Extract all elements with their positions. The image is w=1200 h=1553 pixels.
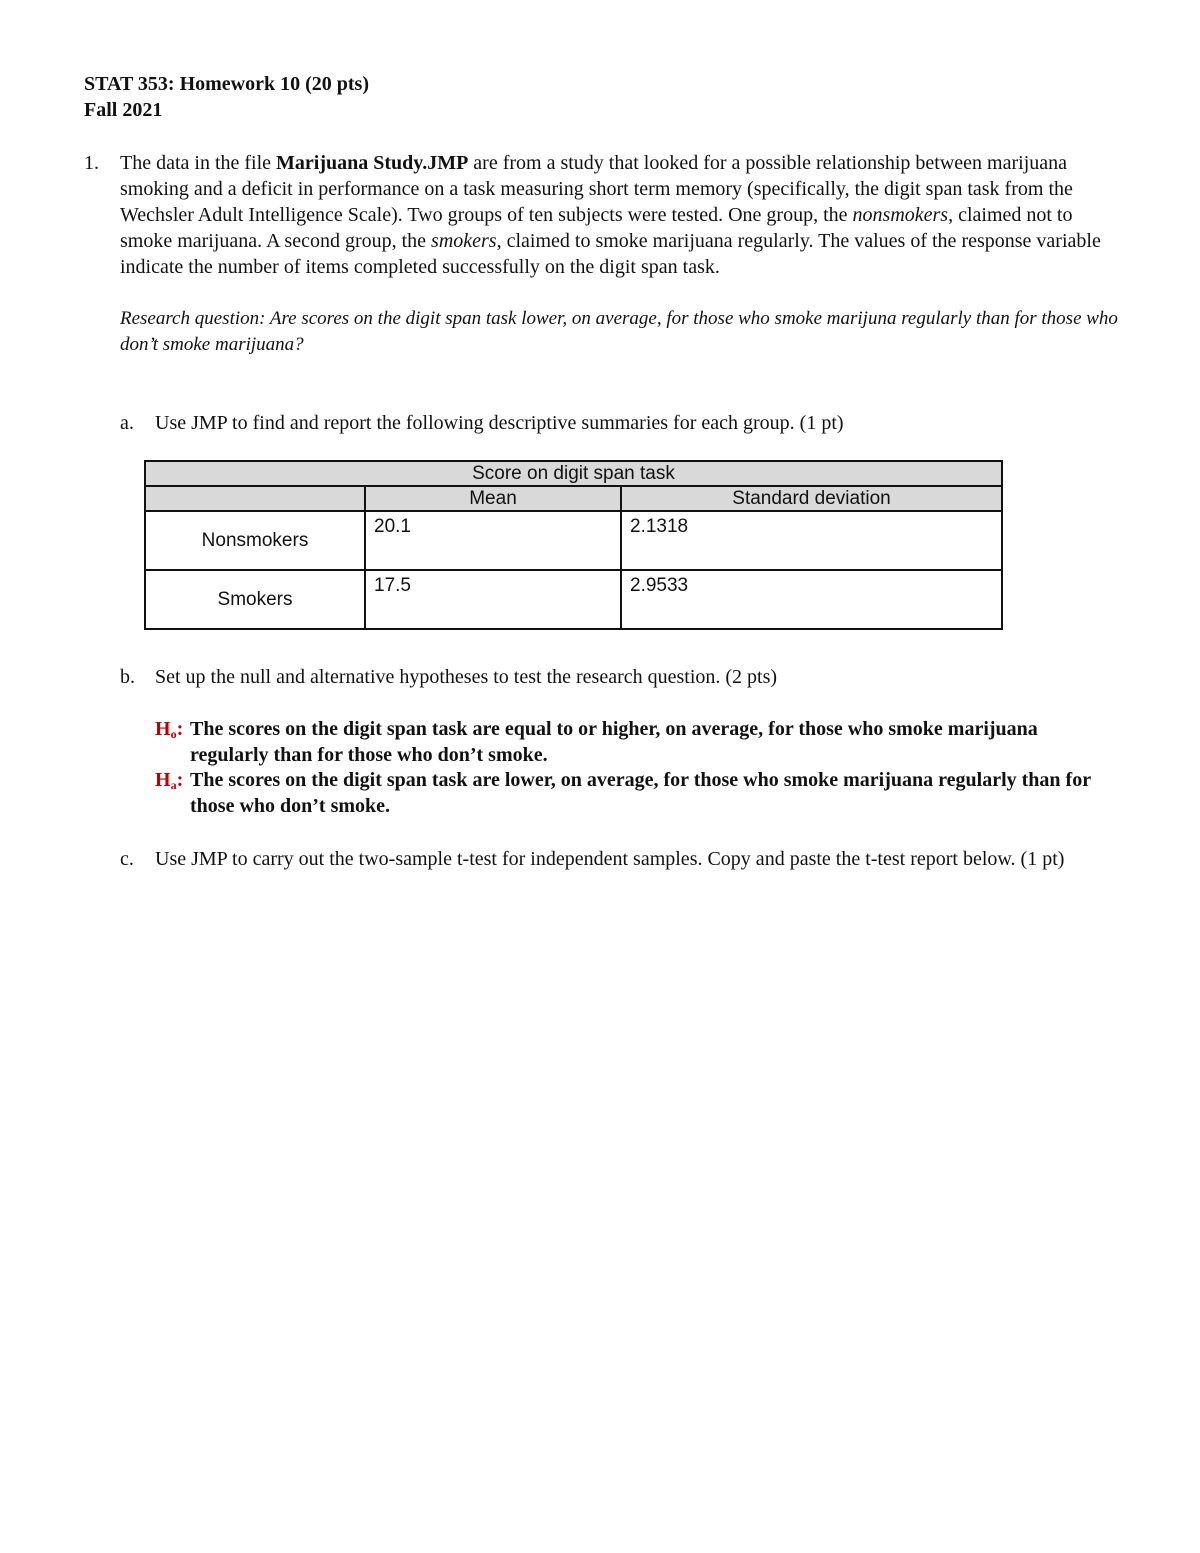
term-label: Fall 2021 <box>84 99 163 121</box>
part-c <box>120 846 1120 872</box>
question-1-body <box>120 150 1120 358</box>
smokers-term: smokers <box>431 230 497 252</box>
header-blank <box>145 486 365 511</box>
row-label-nonsmokers: Nonsmokers <box>145 511 365 570</box>
part-b-letter: b. <box>120 666 135 688</box>
table-row <box>145 511 1002 570</box>
smokers-mean: 17.5 <box>365 570 621 629</box>
nonsmokers-term: nonsmokers <box>852 204 949 226</box>
header-mean: Mean <box>365 486 621 511</box>
question-intro <box>120 150 1120 280</box>
part-c-text: Use JMP to carry out the two-sample t-test for independent samples. Copy and paste the t-test report below. (1 pt) <box>155 848 1065 870</box>
part-a <box>120 410 1120 436</box>
nonsmokers-sd: 2.1318 <box>621 511 1002 570</box>
null-hypothesis-text: The scores on the digit span task are equal to or higher, on average, for those who smoke marijuana regularly than for those who don’t smoke. <box>190 718 1038 766</box>
part-a-letter: a. <box>120 412 134 434</box>
alternative-hypothesis-symbol: $H_a$: <box>155 769 184 792</box>
row-label-smokers: Smokers <box>145 570 365 629</box>
question-number: 1. <box>84 152 99 174</box>
table-title-row <box>145 461 1002 486</box>
data-filename: Marijuana Study.JMP <box>276 152 469 174</box>
null-hypothesis <box>155 716 1115 768</box>
header-sd: Standard deviation <box>621 486 1002 511</box>
homework-title: STAT 353: Homework 10 (20 pts) <box>84 73 369 95</box>
intro-text-4: , claimed to smoke marijuana regularly. The values of the response variable indicate the number of items completed successfully on the digit span task. <box>120 230 1101 278</box>
intro-text-1: The data in the file <box>120 152 277 174</box>
part-a-text: Use JMP to find and report the following descriptive summaries for each group. (1 pt) <box>155 412 844 434</box>
research-question: Research question: Are scores on the digit span task lower, on average, for those who smoke marijuna regularly than for those who don’t smoke marijuana? <box>120 308 1118 355</box>
part-b <box>120 664 1120 690</box>
alternative-hypothesis-text: The scores on the digit span task are lower, on average, for those who smoke marijuana regularly than for those who don’t smoke. <box>190 769 1091 817</box>
part-c-letter: c. <box>120 848 134 870</box>
smokers-sd: 2.9533 <box>621 570 1002 629</box>
null-hypothesis-symbol: $H_o$: <box>155 718 184 741</box>
nonsmokers-mean: 20.1 <box>365 511 621 570</box>
table-row <box>145 570 1002 629</box>
alternative-hypothesis <box>155 767 1115 819</box>
table-header-row <box>145 486 1002 511</box>
summary-table <box>144 460 1003 630</box>
intro-text-2: are from a study that looked for a possible relationship between marijuana smoking and a deficit in performance on a task measuring short term memory (specifically, the digit span task from the Wechsler Adult Intelligence Scale). Two groups of ten subjects were tested. One group, the <box>120 152 1073 226</box>
intro-text-3: , claimed not to smoke marijuana. A second group, the <box>120 204 1073 252</box>
table-title: Score on digit span task <box>145 461 1002 486</box>
part-b-text: Set up the null and alternative hypotheses to test the research question. (2 pts) <box>155 666 778 688</box>
